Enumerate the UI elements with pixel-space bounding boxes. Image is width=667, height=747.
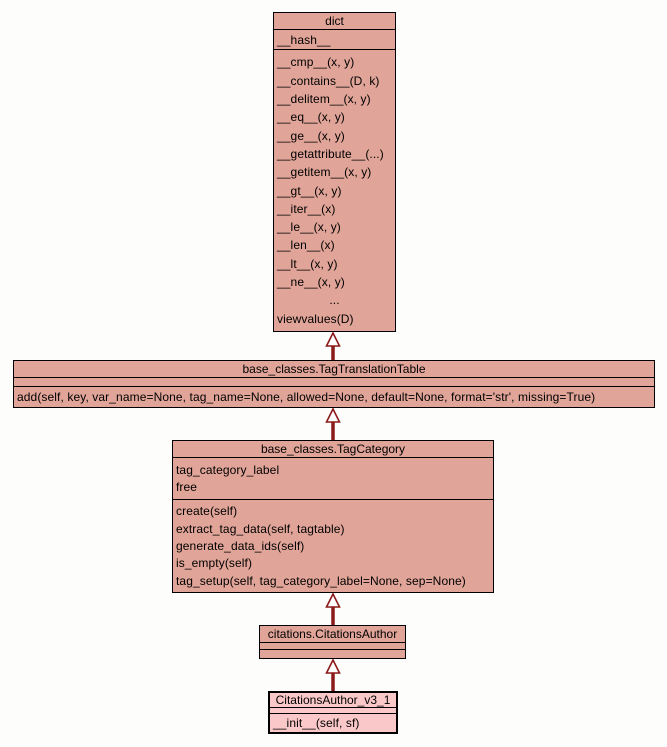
method-row: __ne__(x, y) [277, 275, 345, 290]
hollow-triangle-arrowhead [327, 409, 340, 422]
class-box-dict [273, 12, 396, 332]
attribute-row: free [176, 480, 198, 495]
method-row: create(self) [176, 504, 238, 519]
methods-compartment [270, 714, 396, 732]
method-row: __contains__(D, k) [277, 73, 380, 88]
ellipsis-row: ... [329, 293, 340, 308]
method-row: __getattribute__(...) [277, 146, 384, 161]
class-box-citations-author [259, 625, 406, 659]
methods-compartment [274, 50, 395, 331]
inheritance-arrow-4 [324, 659, 342, 691]
attributes-compartment [173, 458, 493, 500]
attributes-compartment [260, 643, 405, 650]
attributes-compartment [274, 30, 395, 50]
method-row: __cmp__(x, y) [277, 55, 355, 70]
class-title: dict [274, 13, 395, 30]
class-title: base_classes.TagTranslationTable [14, 361, 654, 378]
method-row: extract_tag_data(self, tagtable) [176, 521, 345, 536]
method-row: __ge__(x, y) [277, 128, 345, 143]
method-row: __len__(x) [277, 238, 335, 253]
hollow-triangle-arrowhead [327, 660, 340, 673]
inheritance-arrow-3 [324, 593, 342, 625]
attributes-compartment [14, 378, 654, 387]
method-row: is_empty(self) [176, 556, 253, 571]
method-row: tag_setup(self, tag_category_label=None, sep=None) [176, 573, 466, 588]
hollow-triangle-arrowhead [327, 333, 340, 346]
attribute-row: tag_category_label [176, 462, 280, 477]
method-row: generate_data_ids(self) [176, 538, 305, 553]
method-row: viewvalues(D) [277, 311, 354, 326]
inheritance-arrow-2 [324, 408, 342, 440]
class-box-tag-translation-table [13, 360, 655, 408]
method-row: __eq__(x, y) [277, 110, 345, 125]
attribute-row: __hash__ [277, 32, 331, 47]
hollow-triangle-arrowhead [327, 594, 340, 607]
method-row: __lt__(x, y) [277, 256, 338, 271]
methods-compartment [14, 387, 654, 407]
method-row: __delitem__(x, y) [277, 91, 371, 106]
class-box-tag-category [172, 440, 494, 593]
class-title: citations.CitationsAuthor [260, 626, 405, 643]
class-title: base_classes.TagCategory [173, 441, 493, 458]
class-title: CitationsAuthor_v3_1 [270, 693, 396, 708]
methods-compartment [173, 500, 493, 592]
class-box-citations-author-v3-1 [268, 691, 398, 734]
method-row: __iter__(x) [277, 201, 336, 216]
method-row: __gt__(x, y) [277, 183, 342, 198]
inheritance-arrow-1 [324, 332, 342, 360]
methods-compartment [260, 650, 405, 658]
method-row: __le__(x, y) [277, 220, 341, 235]
method-row: __getitem__(x, y) [277, 165, 372, 180]
method-row: __init__(self, sf) [273, 716, 360, 730]
method-row: add(self, key, var_name=None, tag_name=None, allowed=None, default=None, format='str', missing=True) [17, 390, 596, 404]
